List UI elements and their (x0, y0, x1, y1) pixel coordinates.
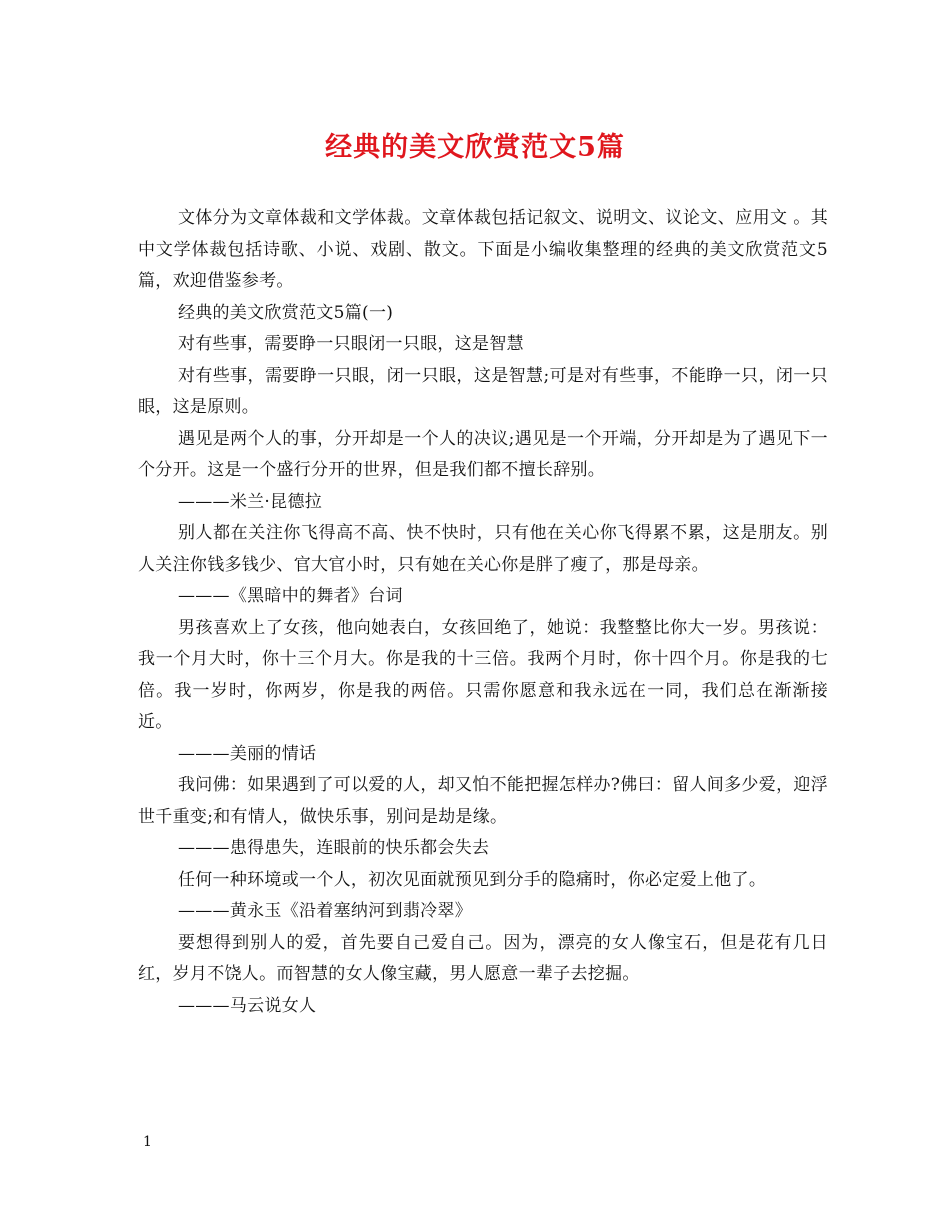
paragraph-section-heading: 经典的美文欣赏范文5篇(一) (177, 302, 394, 323)
paragraph: 任何一种环境或一个人，初次见面就预见到分手的隐痛时，你必定爱上他了。 (177, 869, 767, 890)
paragraph: 要想得到别人的爱，首先要自己爱自己。因为，漂亮的女人像宝石，但是花有几日红，岁月不饶人。而智慧的女人像宝藏，男人愿意一辈子去挖掘。 (138, 932, 828, 984)
attribution-line: ———《黑暗中的舞者》台词 (177, 586, 403, 606)
attribution-line: ———米兰·昆德拉 (177, 491, 323, 512)
document-body (138, 203, 828, 1022)
document-title: 经典的美文欣赏范文5篇 (325, 132, 625, 163)
paragraph: 对有些事，需要睁一只眼，闭一只眼，这是智慧;可是对有些事，不能睁一只，闭一只眼，这是原则。 (138, 365, 828, 417)
page-number: 1 (143, 1134, 152, 1150)
paragraph: 对有些事，需要睁一只眼闭一只眼，这是智慧 (177, 334, 524, 354)
paragraph: 我问佛：如果遇到了可以爱的人，却又怕不能把握怎样办?佛曰：留人间多少爱，迎浮世千重变;和有情人，做快乐事，别问是劫是缘。 (138, 775, 828, 827)
paragraph: 遇见是两个人的事，分开却是一个人的决议;遇见是一个开端，分开却是为了遇见下一个分开。这是一个盛行分开的世界，但是我们都不擅长辞别。 (138, 428, 828, 480)
attribution-line: ———马云说女人 (177, 995, 317, 1016)
paragraph-intro: 文体分为文章体裁和文学体裁。文章体裁包括记叙文、说明文、议论文、应用文 。其中文学体裁包括诗歌、小说、戏剧、散文。下面是小编收集整理的经典的美文欣赏范文5篇，欢迎借鉴参考。 (138, 208, 828, 291)
paragraph: 别人都在关注你飞得高不高、快不快时，只有他在关心你飞得累不累，这是朋友。别人关注你钱多钱少、官大官小时，只有她在关心你是胖了瘦了，那是母亲。 (138, 523, 828, 575)
attribution-line: ———患得患失，连眼前的快乐都会失去 (177, 838, 490, 858)
paragraph: 男孩喜欢上了女孩，他向她表白，女孩回绝了，她说：我整整比你大一岁。男孩说：我一个月大时，你十三个月大。你是我的十三倍。我两个月时，你十四个月。你是我的七倍。我一岁时，你两岁，你是我的两倍。只需你愿意和我永远在一同，我们总在渐渐接近。 (138, 617, 828, 732)
attribution-line: ———黄永玉《沿着塞纳河到翡冷翠》 (177, 901, 473, 921)
attribution-line: ———美丽的情话 (177, 743, 317, 764)
